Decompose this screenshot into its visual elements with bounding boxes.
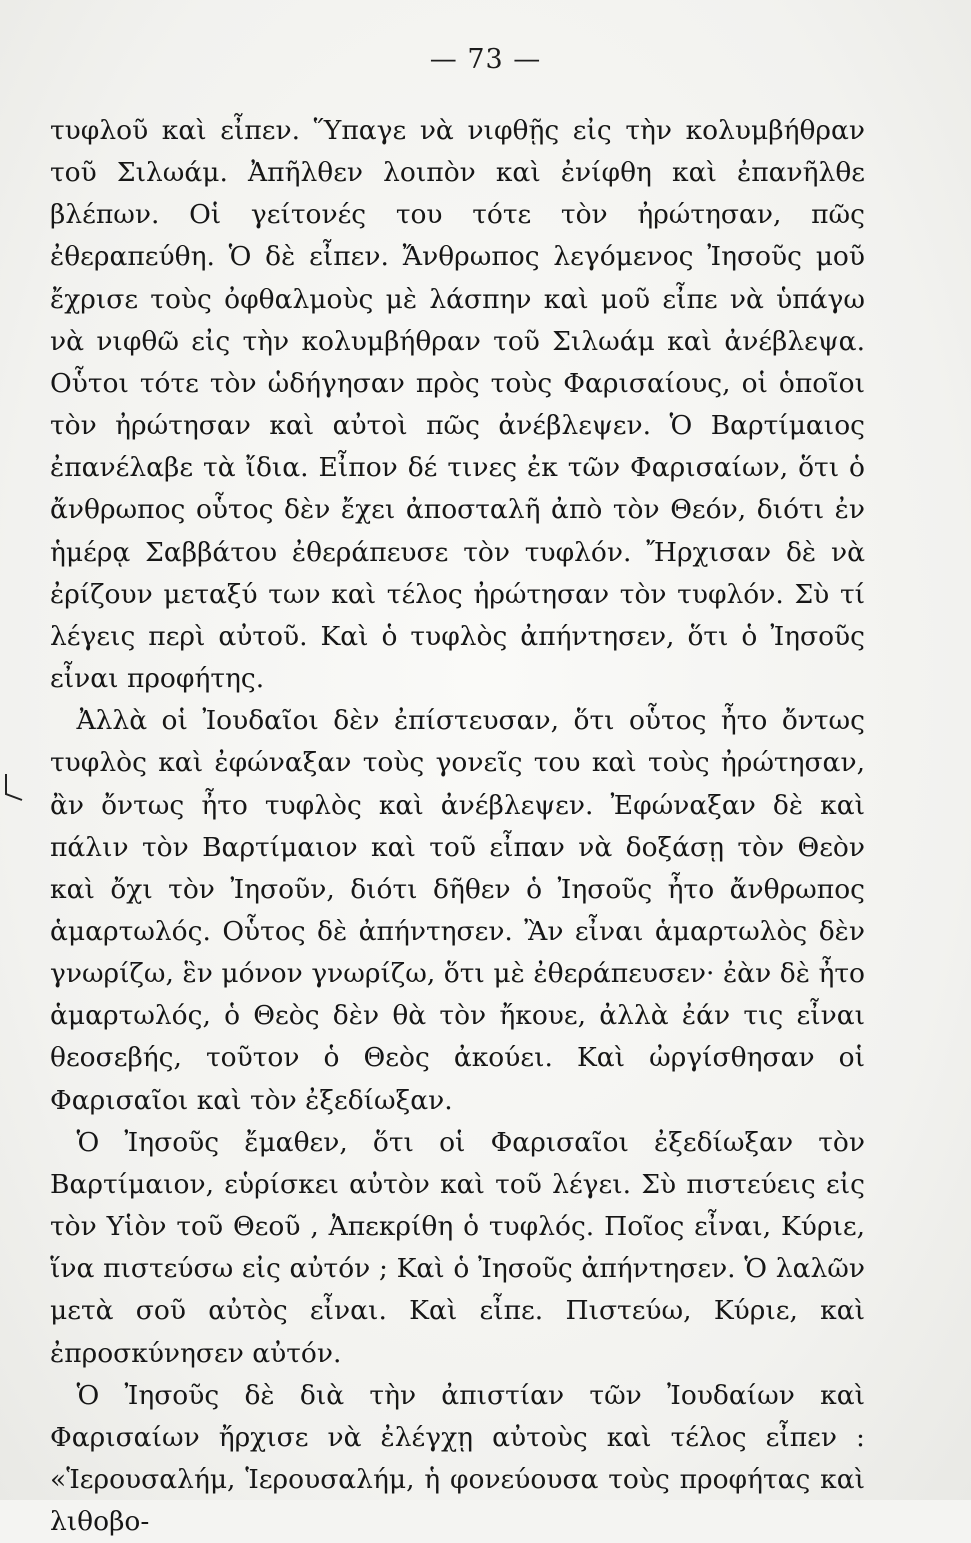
paragraph-2: Ἀλλὰ οἱ Ἰουδαῖοι δὲν ἐπίστευσαν, ὅτι οὗτος ἦτο ὄντως τυφλὸς καὶ ἐφώναξαν τοὺς γονεῖς του καὶ τοὺς ἠρώτησαν, ἂν ὄντως ἦτο τυφλὸς καὶ ἀνέβλεψεν. Ἐφώναξαν δὲ καὶ πάλιν τὸν Βαρτίμαιον καὶ τοῦ εἶπαν νὰ δοξάσῃ τὸν Θεὸν καὶ ὄχι τὸν Ἰησοῦν, διότι δῆθεν ὁ Ἰησοῦς ἦτο ἄνθρωπος ἁμαρτωλός. Οὗτος δὲ ἀπήντησεν. Ἂν εἶναι ἁμαρτωλὸς δὲν γνωρίζω, ἓν μόνον γνωρίζω, ὅτι μὲ ἐθεράπευσεν· ἐὰν δὲ ἦτο ἁμαρτωλός, ὁ Θεὸς δὲν θὰ τὸν ἤκουε, ἀλλὰ ἐάν τις εἶναι θεοσεβής, τοῦτον ὁ Θεὸς ἀκούει. Καὶ ὠργίσθησαν οἱ Φαρισαῖοι καὶ τὸν ἐξεδίωξαν. [50,705,865,1116]
paragraph-1: τυφλοῦ καὶ εἶπεν. Ὕπαγε νὰ νιφθῇς εἰς τὴν κολυμβήθραν τοῦ Σιλωάμ. Ἀπῆλθεν λοιπὸν καὶ ἐνίφθη καὶ ἐπανῆλθε βλέπων. Οἱ γείτονές του τότε τὸν ἠρώτησαν, πῶς ἐθεραπεύθη. Ὁ δὲ εἶπεν. Ἄνθρωπος λεγόμενος Ἰησοῦς μοῦ ἔχρισε τοὺς ὀφθαλμοὺς μὲ λάσπην καὶ μοῦ εἶπε νὰ ὑπάγω νὰ νιφθῶ εἰς τὴν κολυμβήθραν τοῦ Σιλωάμ καὶ ἀνέβλεψα. Οὗτοι τότε τὸν ὡδήγησαν πρὸς τοὺς Φαρισαίους, οἱ ὁποῖοι τὸν ἠρώτησαν καὶ αὐτοὶ πῶς ἀνέβλεψεν. Ὁ Βαρτίμαιος ἐπανέλαβε τὰ ἴδια. Εἶπον δέ τινες ἐκ τῶν Φαρισαίων, ὅτι ὁ ἄνθρωπος οὗτος δὲν ἔχει ἀποσταλῆ ἀπὸ τὸν Θεόν, διότι ἐν ἡμέρᾳ Σαββάτου ἐθεράπευσε τὸν τυφλόν. Ἤρχισαν δὲ νὰ ἐρίζουν μεταξύ των καὶ τέλος ἠρώτησαν τὸν τυφλόν. Σὺ τί λέγεις περὶ αὐτοῦ. Καὶ ὁ τυφλὸς ἀπήντησεν, ὅτι ὁ Ἰησοῦς εἶναι προφήτης. [50,115,865,695]
body-text [50,110,865,1543]
paragraph-3: Ὁ Ἰησοῦς ἔμαθεν, ὅτι οἱ Φαρισαῖοι ἐξεδίωξαν τὸν Βαρτίμαιον, εὑρίσκει αὐτὸν καὶ τοῦ λέγει. Σὺ πιστεύεις εἰς τὸν Υἱὸν τοῦ Θεοῦ , Ἀπεκρίθη ὁ τυφλός. Ποῖος εἶναι, Κύριε, ἵνα πιστεύσω εἰς αὐτόν ; Καὶ ὁ Ἰησοῦς ἀπήντησεν. Ὁ λαλῶν μετὰ σοῦ αὐτὸς εἶναι. Καὶ εἶπε. Πιστεύω, Κύριε, καὶ ἐπροσκύνησεν αὐτόν. [50,1126,865,1369]
margin-mark-icon [2,772,26,802]
page-number: — 73 — [429,44,542,75]
paragraph-4: Ὁ Ἰησοῦς δὲ διὰ τὴν ἀπιστίαν τῶν Ἰουδαίων καὶ Φαρισαίων ἤρχισε νὰ ἐλέγχῃ αὐτοὺς καὶ τέλος εἶπεν : «Ἱερουσαλήμ, Ἱερουσαλήμ, ἡ φονεύουσα τοὺς προφήτας καὶ λιθοβο- [50,1379,865,1538]
